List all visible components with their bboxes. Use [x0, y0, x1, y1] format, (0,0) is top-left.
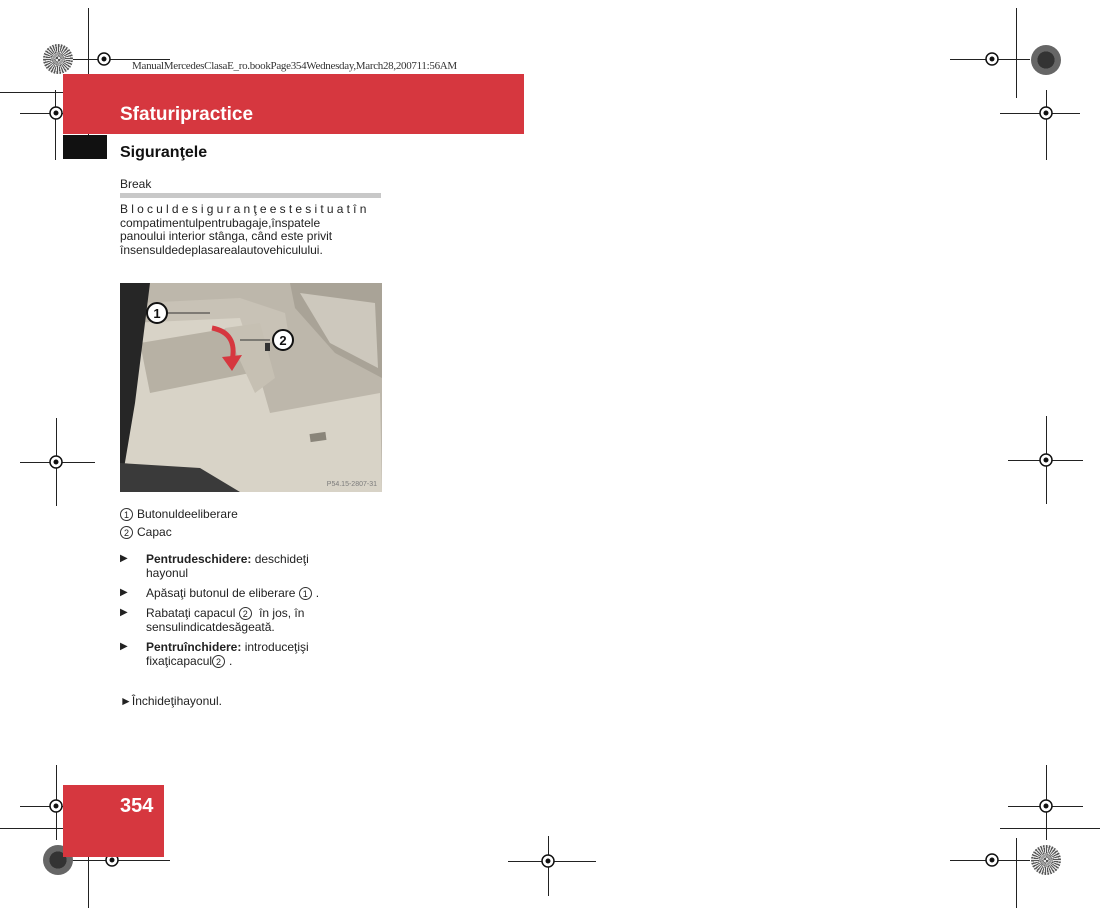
color-calibration-disc	[1031, 45, 1061, 75]
step-text: sensulindicatdesăgeată.	[146, 620, 275, 634]
intro-line: compatimentulpentrubagaje,înspatele	[120, 215, 321, 230]
variant-label: Break	[120, 177, 152, 191]
trunk-photo	[120, 283, 382, 492]
crop-line	[55, 90, 56, 160]
step-text: deschideţi	[251, 552, 309, 566]
intro-line: însensuldedeplasarealautovehiculului.	[120, 242, 323, 257]
intro-paragraph	[120, 203, 420, 257]
step-lead: Pentrudeschidere:	[146, 552, 252, 566]
figure-code: P54.15-2807-31	[326, 481, 377, 488]
step-text: în jos, în	[255, 606, 305, 620]
legend-number: 2	[120, 526, 133, 539]
page-number: 354	[120, 795, 154, 817]
bullet-triangle-icon: ▶	[120, 641, 128, 652]
ref-number: 2	[212, 655, 225, 668]
subsection-tab	[63, 135, 107, 159]
intro-line: Bloculdesiguranţeestesituatîn	[120, 202, 370, 216]
registration-target-icon	[1036, 450, 1056, 470]
crop-line	[1016, 838, 1017, 908]
registration-target-icon	[94, 49, 114, 69]
registration-target-icon	[46, 452, 66, 472]
step-item	[120, 606, 420, 634]
crop-line	[1046, 90, 1047, 160]
step-text: fixaţicapacul	[146, 654, 213, 668]
legend-item	[120, 505, 238, 523]
callout-1: 1	[153, 306, 161, 321]
intro-line: panoului interior stânga, când este privit	[120, 229, 333, 243]
bullet-triangle-icon: ▶	[120, 553, 128, 564]
color-calibration-disc	[1031, 845, 1061, 875]
divider-rule	[120, 193, 381, 198]
step-text: Rabataţi capacul	[146, 606, 239, 620]
bullet-triangle-icon: ▶	[120, 607, 128, 618]
bullet-triangle-icon: ▶	[120, 587, 128, 598]
step-item	[120, 586, 420, 600]
step-text: Apăsaţi butonul de eliberare	[146, 586, 299, 600]
ref-number: 2	[239, 607, 252, 620]
step-item	[120, 552, 420, 580]
final-step: ►Închideţihayonul.	[120, 694, 222, 708]
step-text: hayonul	[146, 566, 189, 580]
callout-2: 2	[279, 333, 287, 348]
trunk-illustration	[120, 283, 382, 492]
file-info-header: ManualMercedesClasaE_ro.bookPage354Wednesday,March28,200711:56AM	[132, 60, 457, 72]
legend-number: 1	[120, 508, 133, 521]
crop-line	[1016, 8, 1017, 98]
step-text: introduceţişi	[241, 640, 309, 654]
legend-item	[120, 523, 238, 541]
subsection-title: Siguranţele	[120, 144, 208, 161]
section-title: Sfaturipractice	[120, 104, 254, 125]
registration-target-icon	[982, 850, 1002, 870]
legend-text: Butonuldeeliberare	[137, 507, 238, 521]
step-text: .	[315, 586, 320, 600]
step-text: .	[229, 654, 233, 668]
registration-target-icon	[1036, 103, 1056, 123]
registration-target-icon	[538, 851, 558, 871]
figure-legend	[120, 505, 238, 541]
ref-number: 1	[299, 587, 312, 600]
crop-line	[1000, 828, 1100, 829]
registration-target-icon	[982, 49, 1002, 69]
color-calibration-disc	[43, 44, 73, 74]
legend-text: Capac	[137, 525, 172, 539]
instruction-steps	[120, 552, 420, 674]
step-lead: Pentruînchidere:	[146, 640, 242, 654]
step-item	[120, 640, 420, 668]
registration-target-icon	[1036, 796, 1056, 816]
